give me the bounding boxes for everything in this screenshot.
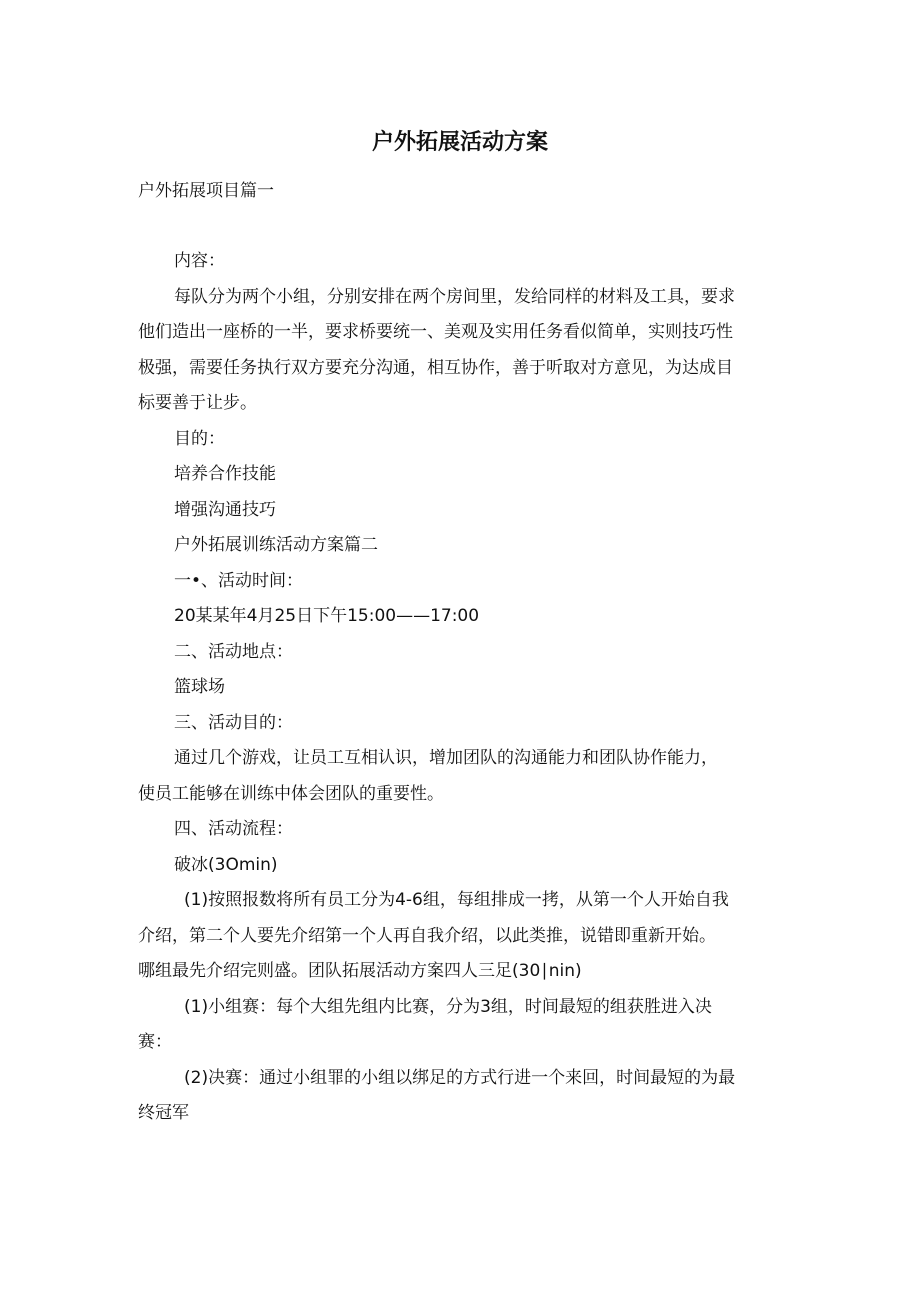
text-line: 培养合作技能: [174, 464, 276, 484]
text-line: 三、活动目的：: [174, 712, 293, 733]
text-line: 篮球场: [174, 677, 225, 697]
document-body: [138, 244, 784, 1132]
text-line: 一•、活动时间：: [174, 570, 304, 591]
text-line: 终冠军: [138, 1103, 189, 1123]
text-line: (2)决赛：通过小组罪的小组以绑足的方式行进一个来回，时间最短的为最: [184, 1067, 736, 1088]
text-line: 标要善于让步。: [138, 393, 257, 413]
text-line: 目的：: [174, 428, 225, 449]
text-line: 户外拓展训练活动方案篇二: [174, 535, 378, 555]
text-line: 介绍，第二个人要先介绍第一个人再自我介绍，以此类推，说错即重新开始。: [138, 925, 716, 946]
text-line: 使员工能够在训练中体会团队的重要性。: [138, 783, 444, 804]
document-subtitle: 户外拓展项目篇一: [138, 181, 274, 201]
text-line: (1)小组赛：每个大组先组内比赛，分为3组，时间最短的组获胜进入决: [184, 996, 712, 1017]
text-line: 增强沟通技巧: [174, 499, 276, 520]
text-line: 赛：: [138, 1032, 172, 1052]
text-line: 极强，需要任务执行双方要充分沟通，相互协作，善于听取对方意见，为达成目: [138, 357, 733, 378]
text-line: 通过几个游戏，让员工互相认识，增加团队的沟通能力和团队协作能力，: [174, 748, 718, 768]
text-line: (1)按照报数将所有员工分为4-6组，每组排成一拷，从第一个人开始自我: [184, 890, 729, 910]
text-line: 每队分为两个小组，分别安排在两个房间里，发给同样的材料及工具，要求: [174, 286, 735, 307]
text-line: 20某某年4月25日下午15:00——17:00: [174, 606, 480, 626]
text-line: 四、活动流程：: [174, 819, 293, 839]
text-line: 哪组最先介绍完则盛。团队拓展活动方案四人三足(30∣nin): [138, 961, 582, 981]
text-line: 内容：: [174, 251, 225, 271]
text-line: 他们造出一座桥的一半，要求桥要统一、美观及实用任务看似简单，实则技巧性: [138, 322, 733, 342]
text-line: 二、活动地点：: [174, 641, 293, 662]
text-line: 破冰(3Omin): [174, 854, 278, 875]
document-title: 户外拓展活动方案: [371, 130, 548, 155]
